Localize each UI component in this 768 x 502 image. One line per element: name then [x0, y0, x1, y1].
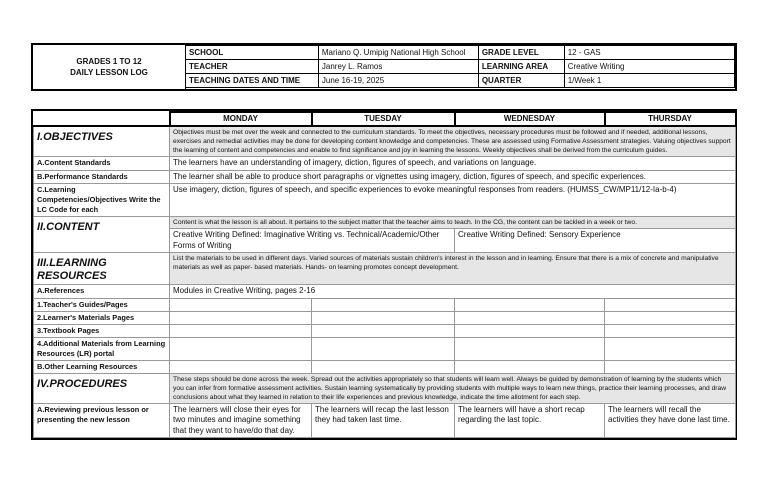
empty-cell: [170, 298, 312, 311]
objectives-note: Objectives must be met over the week and connected to the curriculum standards. To meet the objectives, necessary procedures must be followed and if needed, additional lessons, exercises and remedial activities may be done for developing content knowledge and competencies. These are assessed using Formative Assessment strategies. Valuing objectives support the learning of content and competencies and enable to find significance and joy in learning the lessons. Weekly objectives shall be derived from the curriculum guides.: [170, 126, 736, 157]
content-monday-tuesday: Creative Writing Defined: Imaginative Writing vs. Technical/Academic/Other Forms of Writing: [170, 229, 455, 253]
references-value: Modules in Creative Writing, pages 2-16: [170, 285, 736, 299]
resources-heading: III.LEARNING RESOURCES: [34, 253, 170, 285]
empty-cell: [455, 324, 605, 337]
empty-cell: [170, 324, 312, 337]
lesson-log-table: [31, 109, 737, 440]
content-standards-value: The learners have an understanding of imagery, diction, figures of speech, and variations on language.: [170, 157, 736, 171]
corner-cell: [34, 112, 170, 126]
empty-cell: [455, 337, 605, 360]
title-line-2: DAILY LESSON LOG: [70, 68, 148, 77]
day-header-row: [34, 112, 736, 126]
content-standards-label: A.Content Standards: [34, 157, 170, 171]
empty-cell: [312, 298, 455, 311]
school-label: SCHOOL: [186, 46, 319, 60]
empty-cell: [312, 324, 455, 337]
additional-materials-label: 4.Additional Materials from Learning Resources (LR) portal: [34, 337, 170, 360]
empty-cell: [170, 337, 312, 360]
empty-cell: [312, 360, 455, 373]
review-wednesday: The learners will have a short recap regarding the last topic.: [455, 403, 605, 438]
area-value: Creative Writing: [564, 60, 734, 74]
empty-cell: [455, 360, 605, 373]
empty-cell: [170, 360, 312, 373]
empty-cell: [312, 311, 455, 324]
dates-value: June 16-19, 2025: [318, 74, 478, 88]
empty-cell: [455, 298, 605, 311]
references-label: A.References: [34, 285, 170, 299]
learner-materials-label: 2.Learner's Materials Pages: [34, 311, 170, 324]
empty-cell: [312, 337, 455, 360]
empty-cell: [455, 311, 605, 324]
day-tuesday: TUESDAY: [312, 112, 455, 126]
review-monday: The learners will close their eyes for two minutes and imagine something that they want to have/do that day.: [170, 403, 312, 438]
content-wednesday-thursday: Creative Writing Defined: Sensory Experience: [455, 229, 736, 253]
day-monday: MONDAY: [170, 112, 312, 126]
area-label: LEARNING AREA: [478, 60, 564, 74]
review-label: A.Reviewing previous lesson or presenting the new lesson: [34, 403, 170, 438]
performance-standards-value: The learner shall be able to produce short paragraphs or vignettes using imagery, diction, figures of speech, and specific experiences.: [170, 170, 736, 184]
empty-cell: [170, 311, 312, 324]
day-wednesday: WEDNESDAY: [455, 112, 605, 126]
header-block: [31, 43, 737, 91]
teacher-value: Janrey L. Ramos: [318, 60, 478, 74]
quarter-label: QUARTER: [478, 74, 564, 88]
header-table: [185, 45, 735, 88]
grade-value: 12 - GAS: [564, 46, 734, 60]
log-title: [33, 45, 186, 89]
review-thursday: The learners will recall the activities they have done last time.: [605, 403, 736, 438]
empty-cell: [605, 298, 736, 311]
grade-label: GRADE LEVEL: [478, 46, 564, 60]
teacher-guides-label: 1.Teacher's Guides/Pages: [34, 298, 170, 311]
resources-note: List the materials to be used in different days. Varied sources of materials sustain children's interest in the lesson and in learning. Ensure that there is a mix of concrete and manipulative materials as well as paper- based materials. Hands- on learning promotes concept development.: [170, 253, 736, 285]
empty-cell: [605, 337, 736, 360]
textbook-label: 3.Textbook Pages: [34, 324, 170, 337]
other-resources-label: B.Other Learning Resources: [34, 360, 170, 373]
empty-cell: [605, 360, 736, 373]
competencies-value: Use imagery, diction, figures of speech, and specific experiences to evoke meaningful responses from readers. (HUMSS_CW/MP11/12-Ia-b-4): [170, 184, 736, 217]
competencies-label: C.Learning Competencies/Objectives Write the LC Code for each: [34, 184, 170, 217]
procedures-note: These steps should be done across the week. Spread out the activities appropriately so that students will learn well. Always be guided by demonstration of learning by the students which you can infer from formative assessment activities. Sustain learning systematically by providing students with multiple ways to learn new things, practice their learning processes, and draw conclusions about what they learned in relation to their life experiences and previous knowledge, indicate the time allotment for each step.: [170, 373, 736, 403]
objectives-heading: I.OBJECTIVES: [34, 126, 170, 157]
content-note: Content is what the lesson is all about. It pertains to the subject matter that the teacher aims to teach. In the CG, the content can be tackled in a week or two.: [170, 217, 736, 229]
quarter-value: 1/Week 1: [564, 74, 734, 88]
review-tuesday: The learners will recap the last lesson they had taken last time.: [312, 403, 455, 438]
empty-cell: [605, 311, 736, 324]
school-value: Mariano Q. Umipig National High School: [318, 46, 478, 60]
day-thursday: THURSDAY: [605, 112, 736, 126]
performance-standards-label: B.Performance Standards: [34, 170, 170, 184]
empty-cell: [605, 324, 736, 337]
procedures-heading: IV.PROCEDURES: [34, 373, 170, 403]
teacher-label: TEACHER: [186, 60, 319, 74]
title-line-1: GRADES 1 TO 12: [76, 57, 142, 66]
dates-label: TEACHING DATES AND TIME: [186, 74, 319, 88]
content-heading: II.CONTENT: [34, 217, 170, 253]
